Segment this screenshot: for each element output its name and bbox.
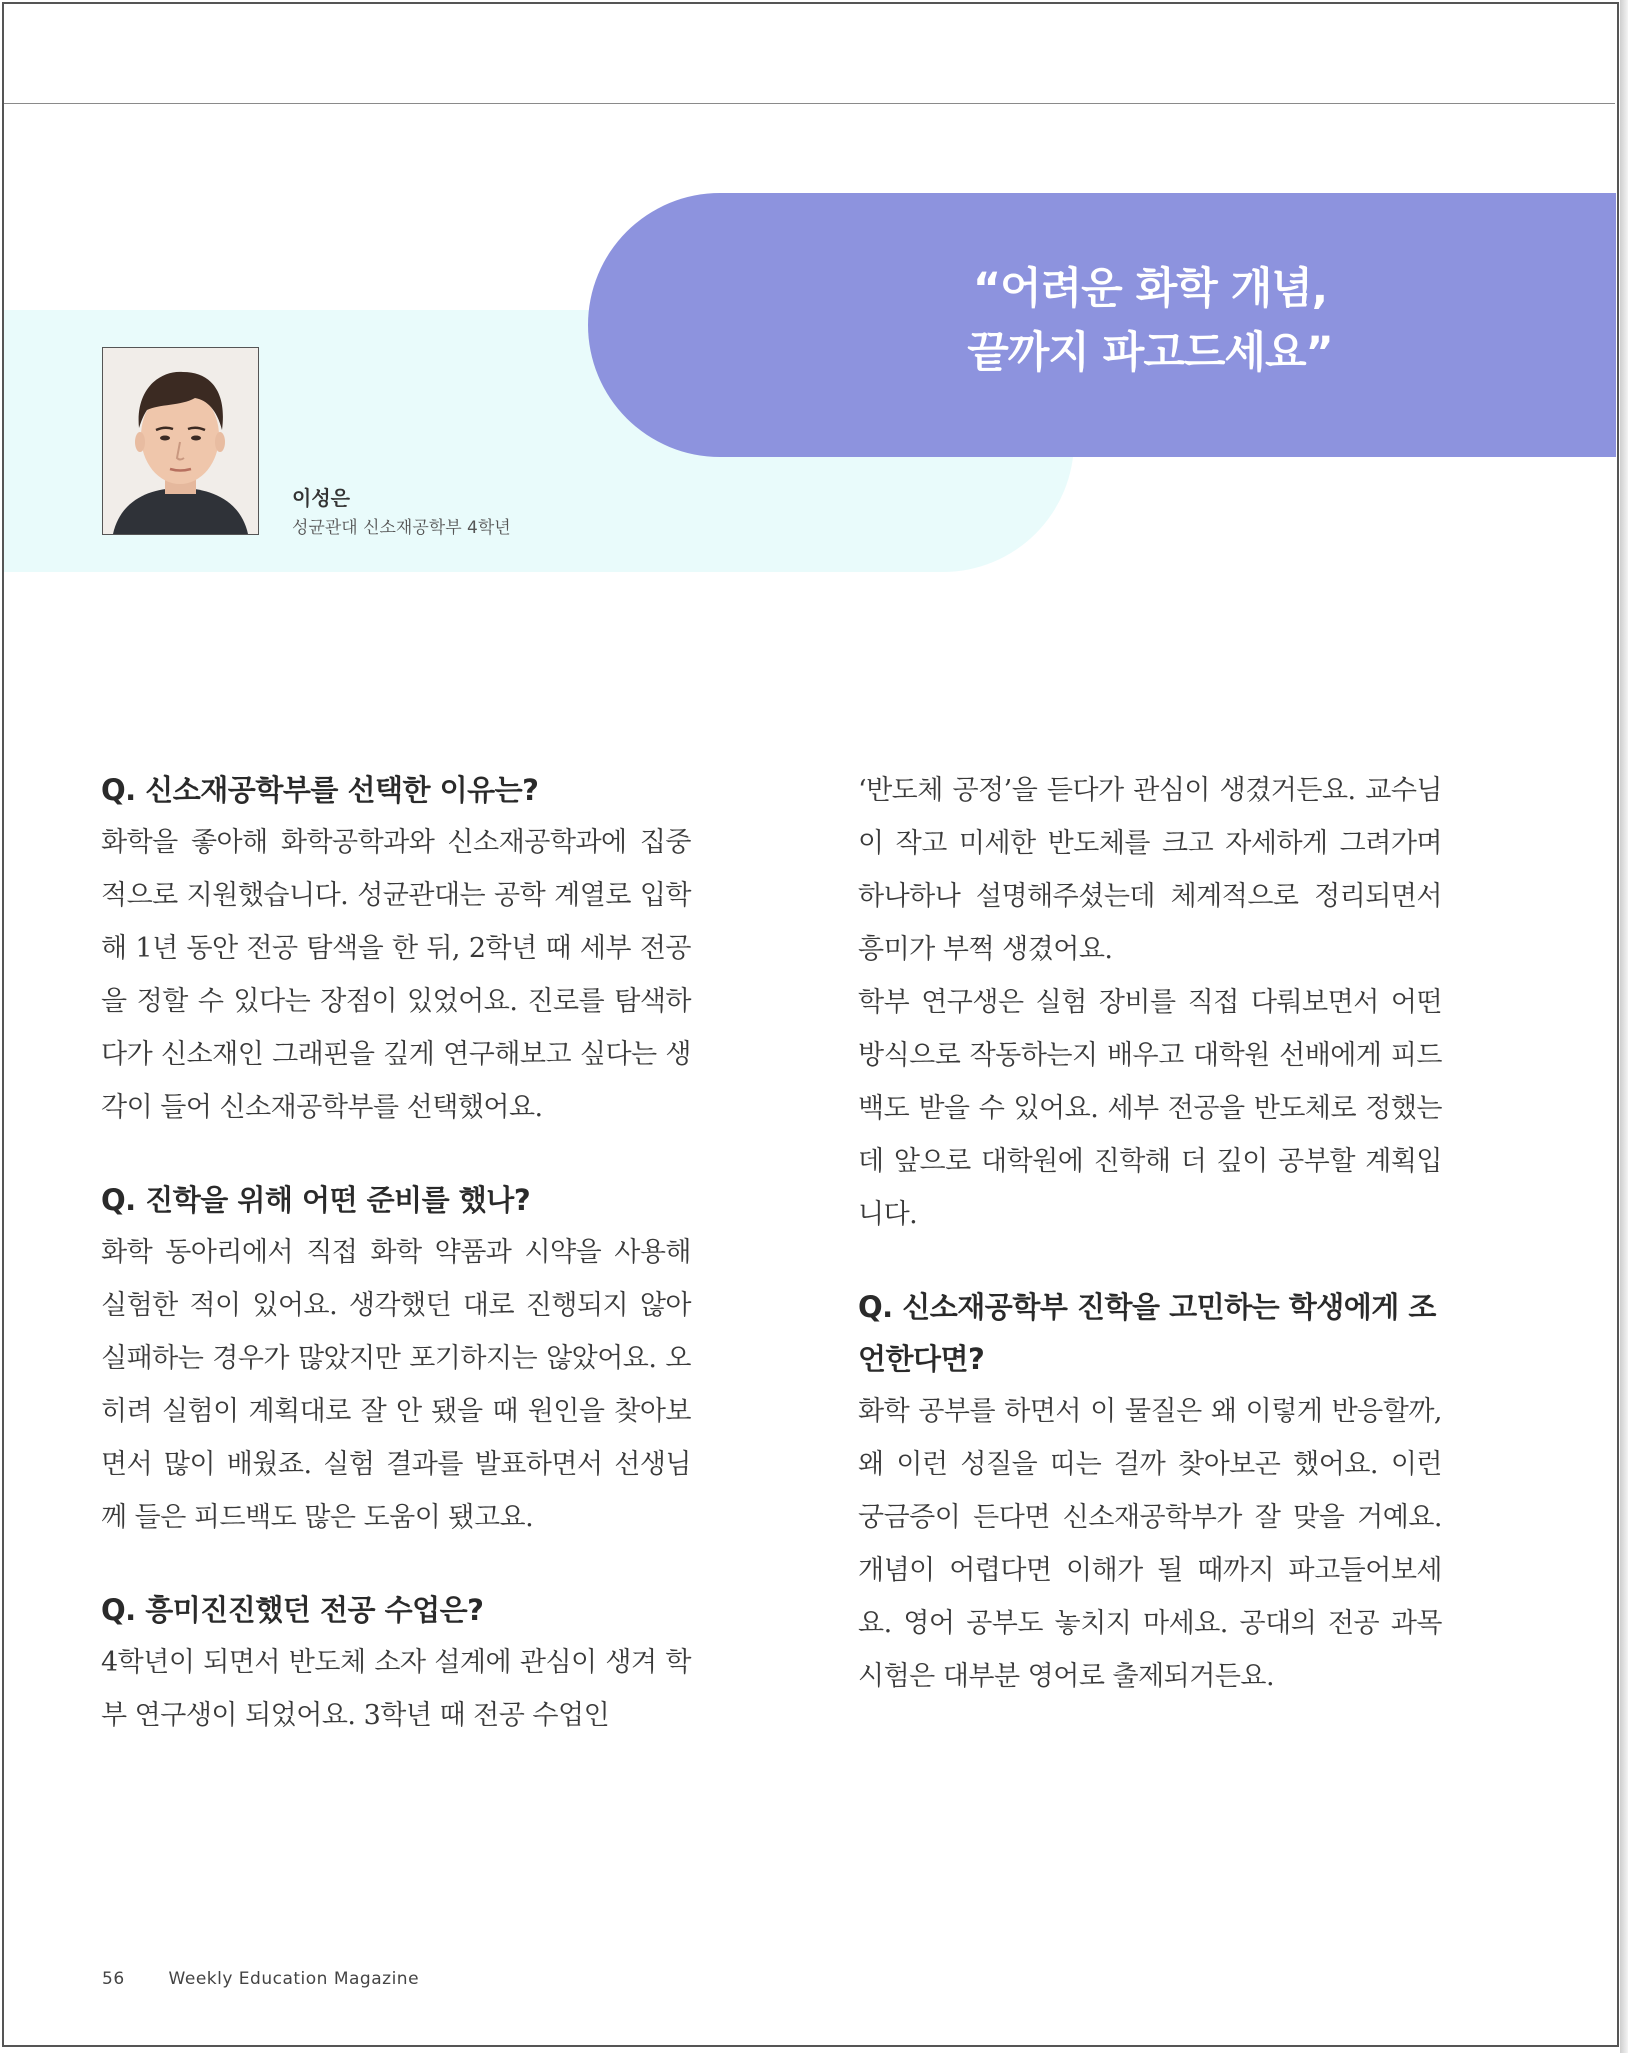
pull-quote (830, 257, 1470, 385)
answer-paragraph: 4학년이 되면서 반도체 소자 설계에 관심이 생겨 학부 연구생이 되었어요. 3학년 때 전공 수업인 (101, 1647, 691, 1731)
question-heading: Q. 신소재공학부 진학을 고민하는 학생에게 조언한다면? (858, 1290, 1436, 1376)
page-number: 56 (102, 1969, 125, 1989)
page-edge-shadow (1620, 0, 1628, 2053)
answer-paragraph: 학부 연구생은 실험 장비를 직접 다뤄보면서 어떤 방식으로 작동하는지 배우고 대학원 선배에게 피드백도 받을 수 있어요. 세부 전공을 반도체로 정했는데 앞으로 대학원에 진학해 더 깊이 공부할 계획입니다. (858, 987, 1442, 1230)
answer-paragraph: 화학을 좋아해 화학공학과와 신소재공학과에 집중적으로 지원했습니다. 성균관대는 공학 계열로 입학해 1년 동안 전공 탐색을 한 뒤, 2학년 때 세부 전공을 정할 수 있다는 장점이 있었어요. 진로를 탐색하다가 신소재인 그래핀을 깊게 연구해보고 싶다는 생각이 들어 신소재공학부를 선택했어요. (101, 827, 691, 1123)
question-heading: Q. 신소재공학부를 선택한 이유는? (101, 773, 539, 807)
left-column (101, 764, 691, 1742)
answer-paragraph: 화학 동아리에서 직접 화학 약품과 시약을 사용해 실험한 적이 있어요. 생각했던 대로 진행되지 않아 실패하는 경우가 많았지만 포기하지는 않았어요. 오히려 실험이 계획대로 잘 안 됐을 때 원인을 찾아보면서 많이 배웠죠. 실험 결과를 발표하면서 선생님께 들은 피드백도 많은 도움이 됐고요. (101, 1237, 691, 1533)
pull-quote-line-1: “어려운 화학 개념, (972, 264, 1328, 314)
person-portrait-image (103, 348, 258, 534)
question-heading: Q. 진학을 위해 어떤 준비를 했나? (101, 1183, 531, 1217)
person-name: 이성은 (292, 486, 350, 510)
answer-continuation: ‘반도체 공정’을 듣다가 관심이 생겼거든요. 교수님이 작고 미세한 반도체를 크고 자세하게 그려가며 하나하나 설명해주셨는데 체계적으로 정리되면서 흥미가 부쩍 생겼어요. (858, 775, 1442, 965)
page-footer (102, 1969, 419, 1989)
question-heading: Q. 흥미진진했던 전공 수업은? (101, 1593, 484, 1627)
profile-photo (102, 347, 259, 535)
pull-quote-line-2: 끝까지 파고드세요” (967, 328, 1333, 378)
magazine-name: Weekly Education Magazine (168, 1969, 420, 1989)
answer-paragraph: 화학 공부를 하면서 이 물질은 왜 이렇게 반응할까, 왜 이런 성질을 띠는 걸까 찾아보곤 했어요. 이런 궁금증이 든다면 신소재공학부가 잘 맞을 거예요. 개념이 어렵다면 이해가 될 때까지 파고들어보세요. 영어 공부도 놓치지 마세요. 공대의 전공 과목 시험은 대부분 영어로 출제되거든요. (858, 1396, 1442, 1692)
right-column (858, 764, 1442, 1703)
top-rule (4, 103, 1615, 104)
person-affiliation: 성균관대 신소재공학부 4학년 (292, 518, 511, 538)
